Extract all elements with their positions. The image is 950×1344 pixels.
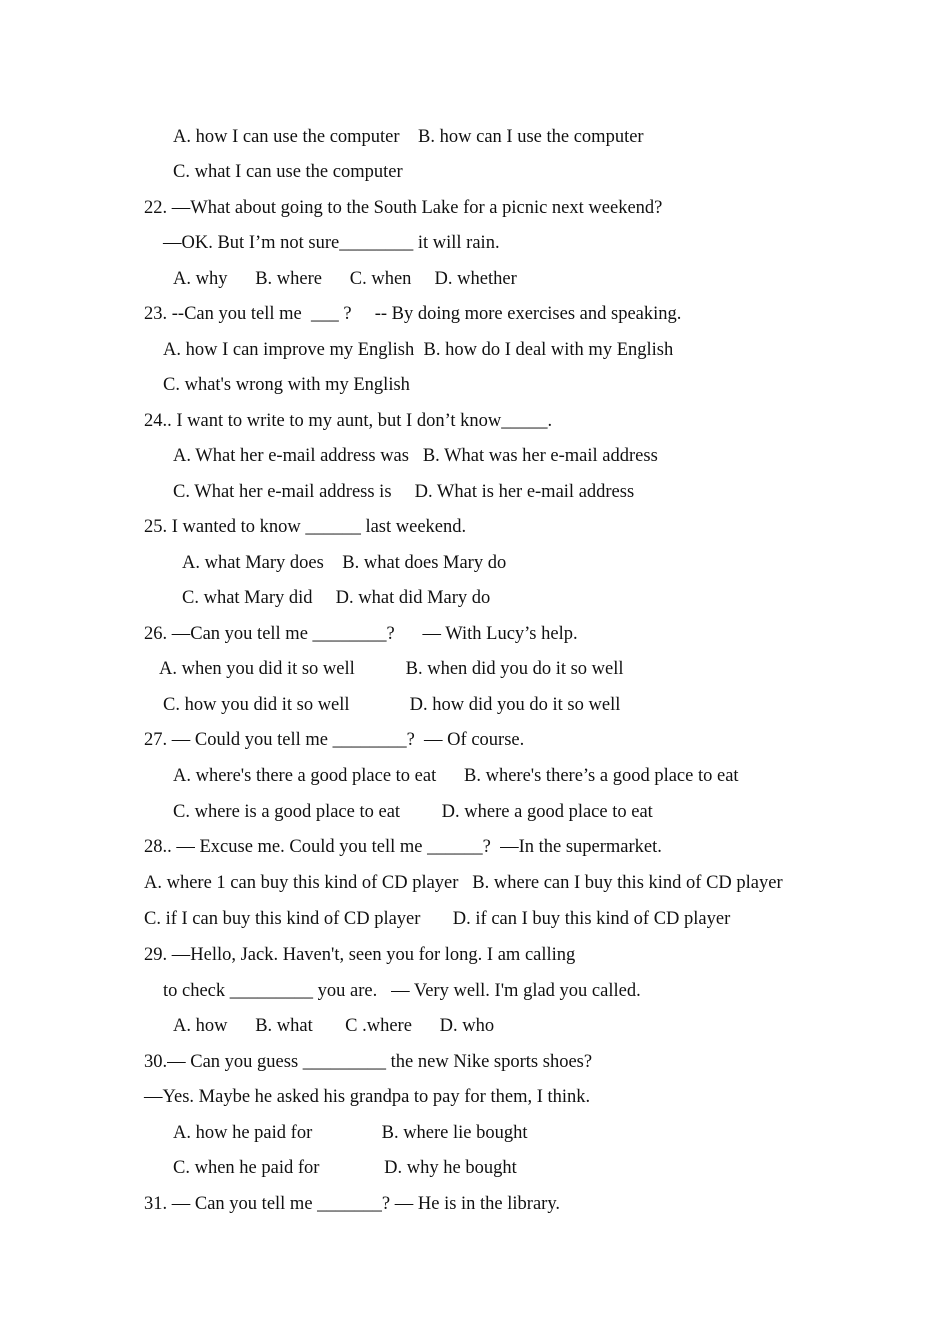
q26-options-cd: C. how you did it so well D. how did you do it so well [163, 695, 621, 715]
q23-option-c: C. what's wrong with my English [163, 375, 410, 395]
q22-response: —OK. But I’m not sure________ it will rain. [163, 233, 500, 253]
q30-question: 30.— Can you guess _________ the new Nike sports shoes? [144, 1052, 593, 1072]
q24-question: 24.. I want to write to my aunt, but I don’t know_____. [144, 411, 553, 431]
q24-options-ab: A. What her e-mail address was B. What was her e-mail address [173, 446, 658, 466]
q29-question: 29. —Hello, Jack. Haven't, seen you for long. I am calling [144, 945, 576, 965]
q27-question: 27. — Could you tell me ________? — Of course. [144, 730, 525, 750]
q28-options-ab: A. where 1 can buy this kind of CD player B. where can I buy this kind of CD player [144, 873, 783, 893]
q28-question: 28.. — Excuse me. Could you tell me ______? —In the supermarket. [144, 837, 662, 857]
q28-options-cd: C. if I can buy this kind of CD player D. if can I buy this kind of CD player [144, 909, 731, 929]
q21-option-c: C. what I can use the computer [173, 162, 403, 182]
q26-options-ab: A. when you did it so well B. when did you do it so well [159, 659, 624, 679]
q22-question: 22. —What about going to the South Lake for a picnic next weekend? [144, 198, 663, 218]
q30-options-cd: C. when he paid for D. why he bought [173, 1158, 517, 1178]
q23-options-ab: A. how I can improve my English B. how do I deal with my English [163, 340, 674, 360]
q27-options-cd: C. where is a good place to eat D. where a good place to eat [173, 802, 653, 822]
q27-options-ab: A. where's there a good place to eat B. where's there’s a good place to eat [173, 766, 739, 786]
q23-question: 23. --Can you tell me ___ ? -- By doing more exercises and speaking. [144, 304, 682, 324]
q26-question: 26. —Can you tell me ________? — With Lucy’s help. [144, 624, 578, 644]
q21-options-ab: A. how I can use the computer B. how can I use the computer [173, 127, 644, 147]
q30-options-ab: A. how he paid for B. where lie bought [173, 1123, 528, 1143]
q29-options: A. how B. what C .where D. who [173, 1016, 495, 1036]
q22-options: A. why B. where C. when D. whether [173, 269, 517, 289]
q25-question: 25. I wanted to know ______ last weekend. [144, 517, 467, 537]
q31-question: 31. — Can you tell me _______? — He is in the library. [144, 1194, 561, 1214]
q25-options-cd: C. what Mary did D. what did Mary do [182, 588, 491, 608]
q25-options-ab: A. what Mary does B. what does Mary do [182, 553, 507, 573]
q29-question-continued: to check _________ you are. — Very well. I'm glad you called. [163, 981, 641, 1001]
q30-response: —Yes. Maybe he asked his grandpa to pay for them, I think. [144, 1087, 591, 1107]
q24-options-cd: C. What her e-mail address is D. What is her e-mail address [173, 482, 635, 502]
